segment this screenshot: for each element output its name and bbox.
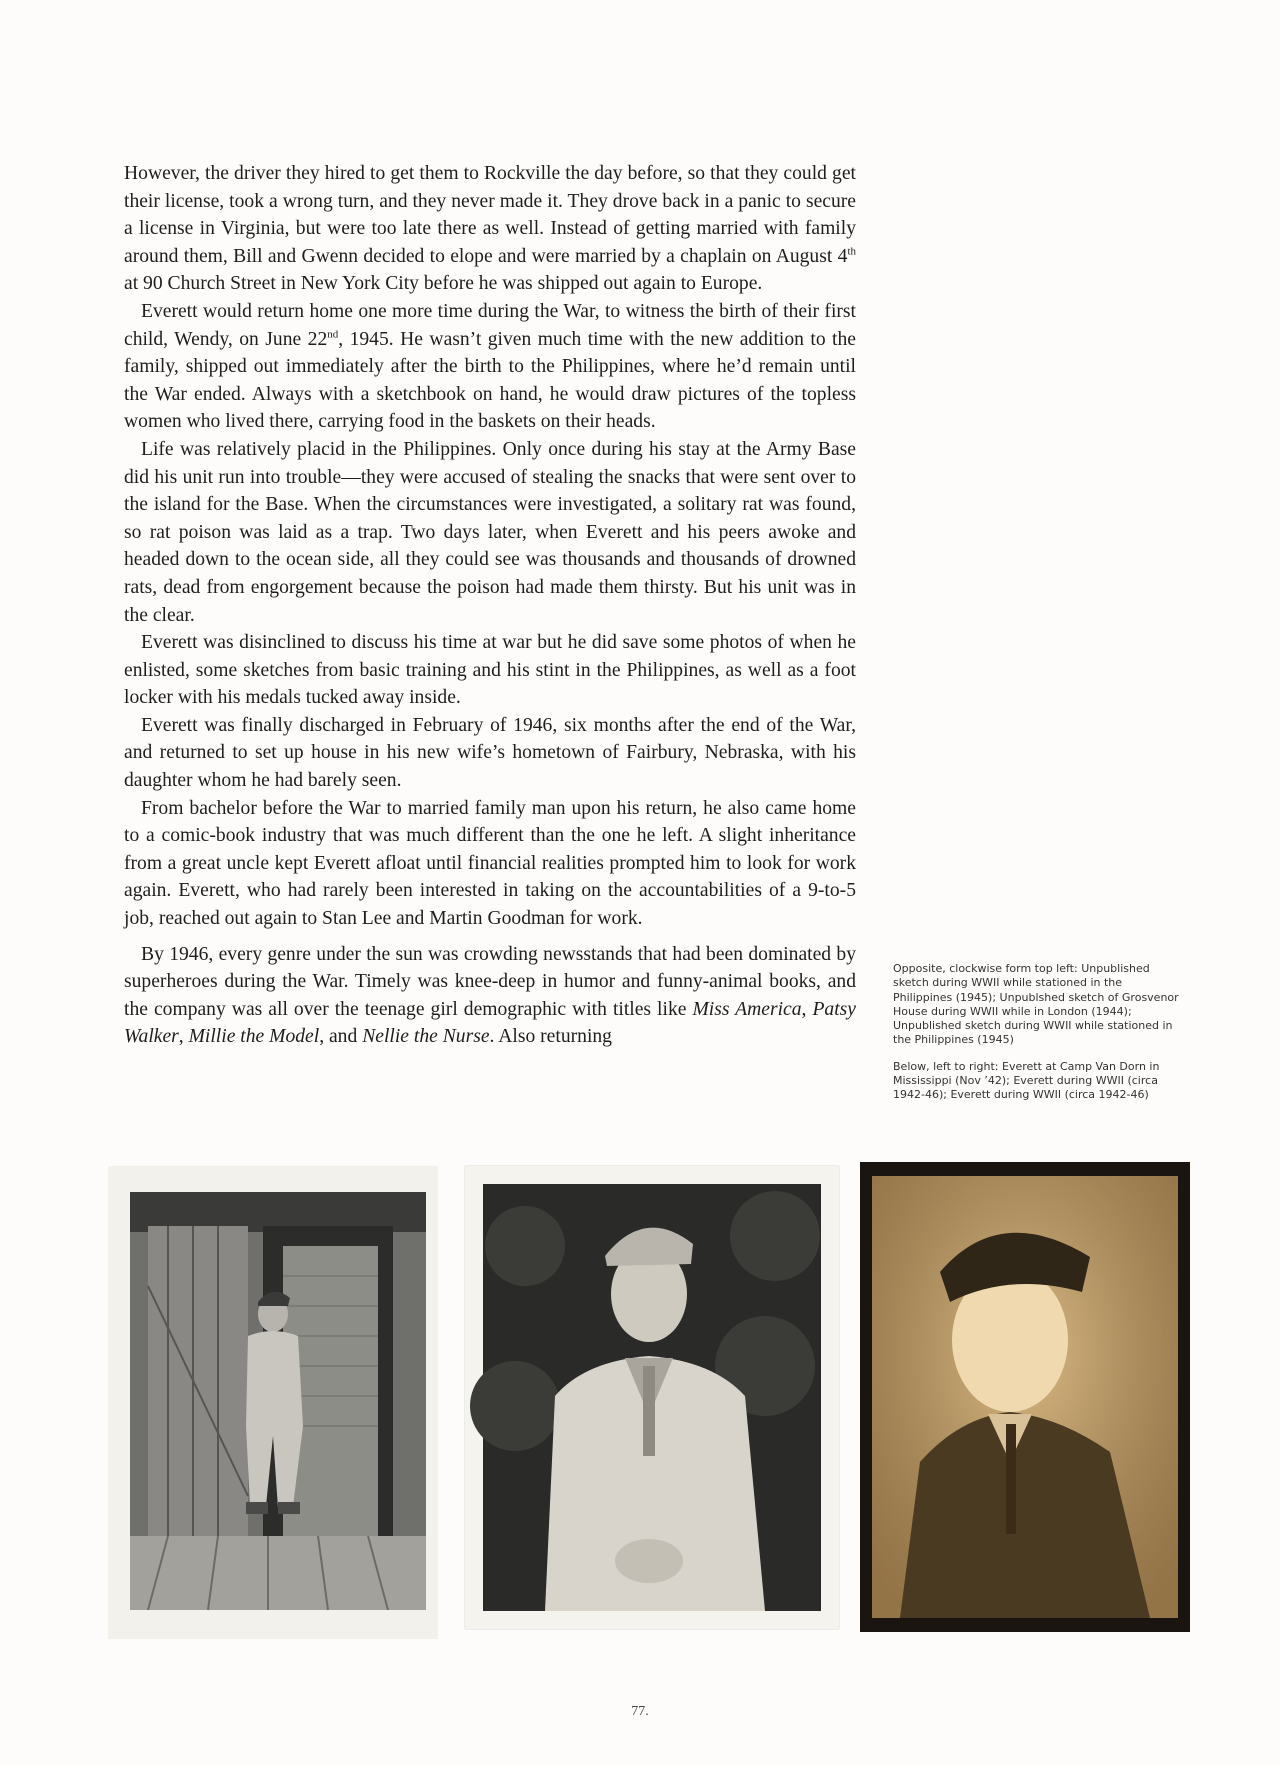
photo-captions — [893, 962, 1183, 1115]
photo-everett-uniform-2 — [860, 1162, 1190, 1632]
paragraph: Everett was finally discharged in February of 1946, six months after the end of the War, and returned to set up house in his new wife’s hometown of Fairbury, Nebraska, with his daughter whom he had barely seen. — [124, 714, 856, 792]
paragraph: Everett was disinclined to discuss his time at war but he did save some photos of when he enlisted, some sketches from basic training and his stint in the Philippines, as well as a foot locker with his medals tucked away inside. — [124, 632, 856, 709]
photo-camp-van-dorn — [108, 1166, 438, 1639]
paragraph: By 1946, every genre under the sun was crowding newsstands that had been dominated by superheroes during the War. Timely was knee-deep in humor and funny-animal books, and the company was all over the teenage girl demographic with titles like Miss America, Patsy Walker, Millie the Model, and Nellie the Nurse. Also returning — [124, 943, 856, 1048]
photo-everett-uniform-1 — [465, 1166, 839, 1629]
paragraph: Life was relatively placid in the Philippines. Only once during his stay at the Army Base did his unit run into trouble—they were accused of stealing the snacks that were sent over to the island for the Base. When the circumstances were investigated, a solitary rat was found, so rat poison was laid as a trap. Two days later, when Everett and his peers awoke and headed down to the ocean side, all they could see was thousands and thousands of drowned rats, dead from engorgement because the poison had made them thirsty. But his unit was in the clear. — [124, 438, 856, 626]
caption-below: Below, left to right: Everett at Camp Van Dorn in Mississippi (Nov ’42); Everett during WWII (circa 1942-46); Everett during WWII (circa 1942-46) — [893, 1059, 1160, 1102]
paragraph: Everett would return home one more time during the War, to witness the birth of their first child, Wendy, on June 22nd, 1945. He wasn’t given much time with the new addition to the family, shipped out immediately after the birth to the Philippines, where he’d remain until the War ended. Always with a sketchbook on hand, he would draw pictures of the topless women who lived there, carrying food in the baskets on their heads. — [124, 300, 856, 433]
paragraph: From bachelor before the War to married family man upon his return, he also came home to a comic-book industry that was much different than the one he left. A slight inheritance from a great uncle kept Everett afloat until financial realities prompted him to look for work again. Everett, who had rarely been interested in taking on the accountabilities of a 9-to-5 job, reached out again to Stan Lee and Martin Goodman for work. — [124, 797, 856, 930]
article-body — [124, 160, 856, 1051]
paragraph: However, the driver they hired to get them to Rockville the day before, so that they could get their license, took a wrong turn, and they never made it. They drove back in a panic to secure a license in Virginia, but were too late there as well. Instead of getting married with family around them, Bill and Gwenn decided to elope and were married by a chaplain on August 4th at 90 Church Street in New York City before he was shipped out again to Europe. — [124, 163, 856, 295]
page-number: 77. — [631, 1704, 649, 1719]
caption-opposite: Opposite, clockwise form top left: Unpublished sketch during WWII while stationed in the Philippines (1945); Unpublshed sketch of Grosvenor House during WWII while in London (1944); Unpublished sketch during WWII while stationed in the Philippines (1945) — [893, 962, 1179, 1047]
